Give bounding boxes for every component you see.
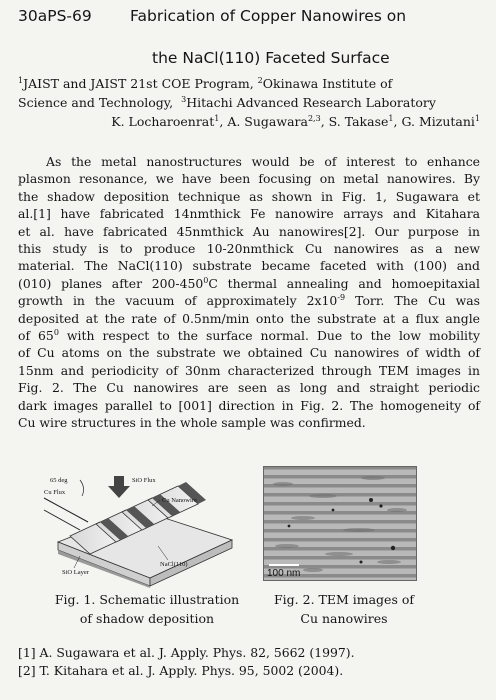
author-4: G. Mizutani [401, 114, 475, 129]
aff2-text: Okinawa Institute of [262, 76, 393, 91]
figure-2-caption [256, 590, 432, 628]
cu-flux-label: Cu Flux [44, 489, 66, 496]
aff3-text: Hitachi Advanced Research Laboratory [186, 95, 436, 110]
body-line: material. The NaCl(110) substrate became faceted with (100) and [18, 258, 480, 274]
angle-label: 65 deg [50, 477, 68, 484]
cu-nanowire-label: Cu Nanowire [162, 497, 197, 504]
affiliation-line-1 [18, 76, 392, 91]
figure-1-schematic [40, 470, 240, 588]
body-line: this study is to produce 10-20nmthick Cu nanowires as a new [18, 241, 480, 257]
affiliation-line-2 [18, 95, 436, 110]
sio-layer-label: SiO Layer [62, 569, 89, 576]
author-1: K. Locharoenrat [111, 114, 215, 129]
body-line: 15nm and periodicity of 30nm characterized through TEM images in [18, 362, 480, 378]
author-2: A. Sugawara [227, 114, 308, 129]
degree-sup: 0 [203, 275, 209, 285]
author-1-sep: , [219, 114, 224, 129]
author-4-sup: 1 [474, 113, 480, 123]
body-line: et al. have fabricated 45nmthick Au nanowires[2]. Our purpose in [18, 223, 480, 239]
body-line-11b: with respect to the surface normal. Due to the low mobility [58, 328, 480, 344]
body-line: Fig. 2. The Cu nanowires are seen as long and straight periodic [18, 380, 480, 396]
body-line: plasmon resonance, we have been focusing on metal nanowires. By [18, 171, 480, 187]
body-line-8a: (010) planes after 200-450 [18, 275, 204, 291]
body-line: As the metal nanostructures would be of interest to enhance [46, 154, 480, 169]
body-line-8b: C thermal annealing and homoepitaxial [208, 275, 480, 291]
body-line [18, 275, 480, 292]
aff2-sup: 2 [257, 75, 263, 85]
body-line-9a: growth in the vacuum of approximately 2x10 [18, 293, 338, 309]
figure-1-caption-line-1: Fig. 1. Schematic illustration [54, 592, 240, 607]
body-line-9b: Torr. The Cu was [345, 293, 480, 309]
body-line: Cu wire structures in the whole sample was confirmed. [18, 415, 366, 431]
aff1-sup: 1 [18, 75, 24, 85]
aff1-text: JAIST and JAIST 21st COE Program, [23, 76, 254, 91]
abstract-body [18, 153, 480, 432]
author-2-sep: , [320, 114, 325, 129]
aff3-sup: 3 [181, 94, 187, 104]
angle-arc [80, 480, 84, 496]
cu-flux-arrow [44, 498, 88, 522]
scale-bar [269, 564, 299, 566]
title-line-2: the NaCl(110) Faceted Surface [152, 49, 390, 67]
angle-degree-sup: 0 [53, 327, 59, 337]
sio-flux-label: SiO Flux [132, 477, 156, 484]
body-line [18, 292, 480, 309]
body-line: deposited at the rate of 0.5nm/min onto the substrate at a flux angle [18, 310, 480, 326]
body-line: of Cu atoms on the substrate we obtained Cu nanowires of width of [18, 345, 480, 361]
body-line [18, 327, 480, 344]
body-line-11a: of 65 [18, 328, 54, 344]
figure-1-caption [38, 590, 256, 628]
cu-flux-arrow-2 [44, 510, 80, 530]
exponent-sup: -9 [337, 293, 346, 303]
body-line: al.[1] have fabricated 14nmthick Fe nanowire arrays and Kitahara [18, 206, 480, 222]
figure-2-tem-image [263, 466, 417, 581]
reference-2: [2] T. Kitahara et al. J. Apply. Phys. 95, 5002 (2004). [18, 663, 344, 678]
scale-bar-label: 100 nm [267, 568, 301, 579]
author-3-sep: , [393, 114, 398, 129]
figure-2-caption-line-1: Fig. 2. TEM images of [274, 592, 414, 607]
body-line: dark images parallel to [001] direction in Fig. 2. The homogeneity of [18, 397, 480, 413]
reference-1: [1] A. Sugawara et al. J. Apply. Phys. 82, 5662 (1997). [18, 645, 355, 660]
author-3-sup: 1 [388, 113, 394, 123]
author-1-sup: 1 [214, 113, 220, 123]
author-3: S. Takase [328, 114, 389, 129]
figure-1-caption-line-2: of shadow deposition [79, 611, 215, 626]
abstract-code: 30aPS-69 [18, 7, 92, 25]
title-line-1: Fabrication of Copper Nanowires on [130, 7, 407, 25]
sio-flux-arrow [108, 476, 130, 498]
figure-2-caption-line-2: Cu nanowires [300, 611, 388, 626]
author-2-sup: 2,3 [307, 113, 321, 123]
body-line: the shadow deposition technique as shown in Fig. 1, Sugawara et [18, 188, 480, 204]
author-list [111, 114, 480, 129]
nacl-label: NaCl(110) [160, 561, 188, 568]
aff2-cont: Science and Technology, [18, 95, 174, 110]
